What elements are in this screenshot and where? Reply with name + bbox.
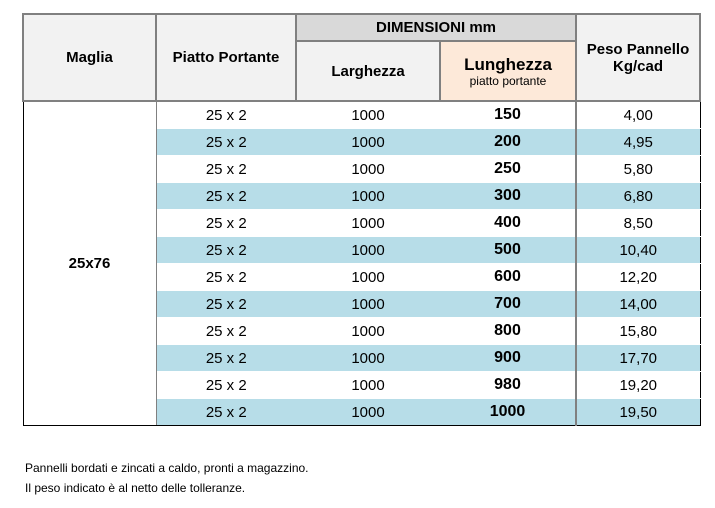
cell-piatto-portante: 25 x 2 — [156, 101, 296, 129]
cell-peso: 14,00 — [576, 291, 700, 318]
cell-larghezza: 1000 — [296, 372, 440, 399]
footnote-line: Pannelli bordati e zincati a caldo, pronti a magazzino. — [25, 461, 309, 475]
header-piatto-portante: Piatto Portante — [156, 14, 296, 101]
cell-piatto-portante: 25 x 2 — [156, 264, 296, 291]
cell-larghezza: 1000 — [296, 345, 440, 372]
cell-piatto-portante: 25 x 2 — [156, 345, 296, 372]
cell-peso: 8,50 — [576, 210, 700, 237]
cell-piatto-portante: 25 x 2 — [156, 210, 296, 237]
cell-larghezza: 1000 — [296, 129, 440, 156]
cell-peso: 15,80 — [576, 318, 700, 345]
cell-larghezza: 1000 — [296, 264, 440, 291]
cell-larghezza: 1000 — [296, 399, 440, 426]
cell-larghezza: 1000 — [296, 318, 440, 345]
cell-lunghezza: 250 — [440, 156, 576, 183]
cell-lunghezza: 500 — [440, 237, 576, 264]
cell-lunghezza: 200 — [440, 129, 576, 156]
cell-lunghezza: 980 — [440, 372, 576, 399]
cell-larghezza: 1000 — [296, 101, 440, 129]
cell-piatto-portante: 25 x 2 — [156, 156, 296, 183]
header-dimensioni: DIMENSIONI mm — [296, 14, 576, 41]
cell-piatto-portante: 25 x 2 — [156, 399, 296, 426]
cell-peso: 4,00 — [576, 101, 700, 129]
footnote-line: Il peso indicato è al netto delle tolleranze. — [25, 481, 246, 495]
cell-piatto-portante: 25 x 2 — [156, 372, 296, 399]
header-larghezza: Larghezza — [296, 41, 440, 101]
cell-piatto-portante: 25 x 2 — [156, 237, 296, 264]
cell-peso: 19,50 — [576, 399, 700, 426]
maglia-value: 25x76 — [23, 101, 156, 426]
cell-lunghezza: 150 — [440, 101, 576, 129]
cell-lunghezza: 300 — [440, 183, 576, 210]
cell-peso: 17,70 — [576, 345, 700, 372]
cell-piatto-portante: 25 x 2 — [156, 291, 296, 318]
table-body — [23, 101, 700, 426]
header-peso-line2: Kg/cad — [612, 57, 663, 75]
cell-lunghezza: 800 — [440, 318, 576, 345]
cell-peso: 10,40 — [576, 237, 700, 264]
header-peso — [576, 14, 700, 101]
cell-piatto-portante: 25 x 2 — [156, 183, 296, 210]
header-lunghezza — [440, 41, 576, 101]
cell-larghezza: 1000 — [296, 183, 440, 210]
cell-piatto-portante: 25 x 2 — [156, 318, 296, 345]
cell-larghezza: 1000 — [296, 210, 440, 237]
cell-larghezza: 1000 — [296, 156, 440, 183]
cell-peso: 12,20 — [576, 264, 700, 291]
header-lunghezza-sub: piatto portante — [469, 73, 547, 88]
table-row — [23, 101, 700, 129]
cell-lunghezza: 400 — [440, 210, 576, 237]
cell-lunghezza: 900 — [440, 345, 576, 372]
cell-peso: 19,20 — [576, 372, 700, 399]
cell-lunghezza: 700 — [440, 291, 576, 318]
header-maglia: Maglia — [23, 14, 156, 101]
header-lunghezza-title: Lunghezza — [464, 54, 552, 74]
header-peso-line1: Peso Pannello — [586, 40, 690, 58]
cell-piatto-portante: 25 x 2 — [156, 129, 296, 156]
cell-peso: 4,95 — [576, 129, 700, 156]
price-table — [22, 13, 701, 426]
cell-peso: 5,80 — [576, 156, 700, 183]
cell-larghezza: 1000 — [296, 291, 440, 318]
cell-peso: 6,80 — [576, 183, 700, 210]
cell-lunghezza: 1000 — [440, 399, 576, 426]
cell-larghezza: 1000 — [296, 237, 440, 264]
footnotes — [25, 458, 309, 498]
cell-lunghezza: 600 — [440, 264, 576, 291]
